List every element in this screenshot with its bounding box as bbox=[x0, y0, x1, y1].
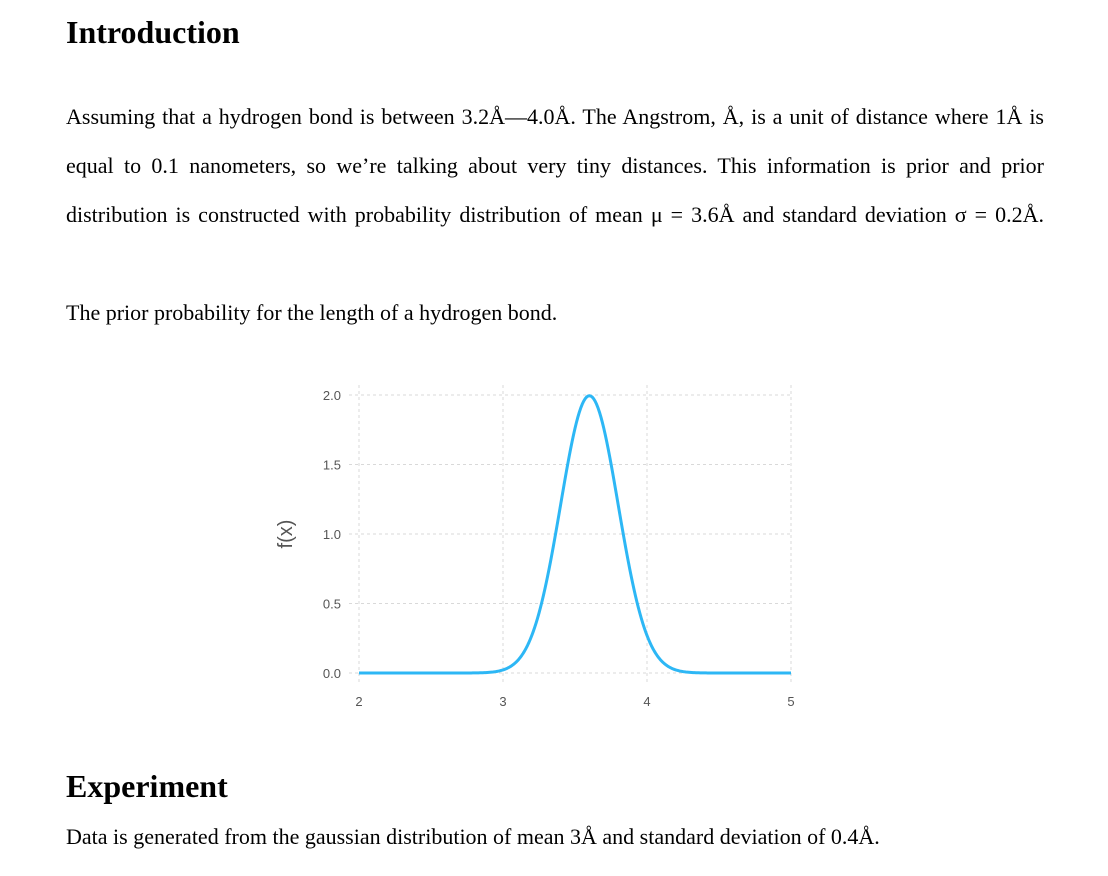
y-tick-label: 1.5 bbox=[322, 457, 341, 473]
y-tick-label: 0.5 bbox=[322, 596, 341, 612]
x-tick-label: 3 bbox=[499, 694, 507, 709]
x-tick-label: 2 bbox=[355, 694, 363, 709]
intro-paragraph: Assuming that a hydrogen bond is between 3.2Å—4.0Å. The Angstrom, Å, is a unit of distance where 1Å is equal to 0.1 nanometers, so we’re talking about very tiny distances. This information is prior and prior distribution is constructed with probability distribution of mean μ = 3.6Å and standard deviation σ = 0.2Å. bbox=[66, 104, 1044, 227]
chart-grid bbox=[349, 385, 791, 683]
y-tick-label: 1.0 bbox=[322, 527, 341, 542]
y-axis-label: f(x) bbox=[275, 519, 297, 549]
chart-ticks bbox=[323, 388, 795, 709]
y-tick-label: 2.0 bbox=[322, 388, 341, 403]
experiment-paragraph: Data is generated from the gaussian distribution of mean 3Å and standard deviation of 0.4Å. bbox=[66, 824, 880, 849]
prior-distribution-chart bbox=[250, 370, 810, 720]
chart-caption: The prior probability for the length of a hydrogen bond. bbox=[66, 300, 558, 325]
y-tick-label: 0.0 bbox=[322, 666, 341, 681]
introduction-heading: Introduction bbox=[66, 14, 240, 50]
x-tick-label: 5 bbox=[787, 694, 795, 709]
x-tick-label: 4 bbox=[643, 694, 651, 709]
experiment-heading: Experiment bbox=[66, 768, 228, 804]
